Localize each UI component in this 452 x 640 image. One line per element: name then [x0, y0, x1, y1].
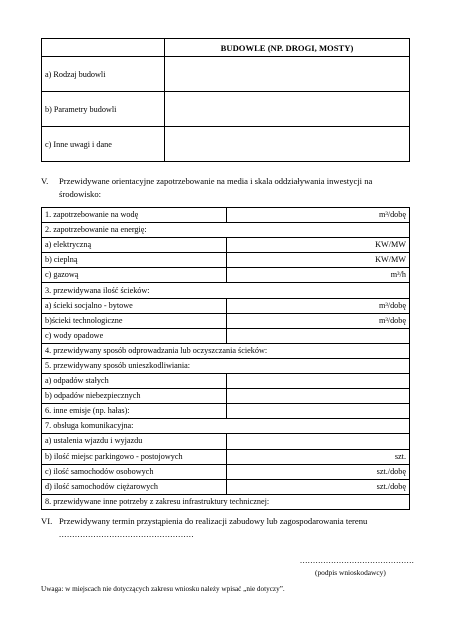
media-row-value-field[interactable]: szt. [227, 449, 410, 464]
media-row-label: c) wody opadowe [42, 328, 227, 343]
media-row-label: b)ścieki technologiczne [42, 313, 227, 328]
media-row-value-field[interactable]: m³/dobę [227, 298, 410, 313]
media-row-label: d) ilość samochodów ciężarowych [42, 479, 227, 494]
section-v-number: V. [41, 176, 49, 186]
media-row-label: b) odpadów niebezpiecznych [42, 389, 227, 404]
media-row-label: 2. zapotrzebowanie na energię: [42, 223, 410, 238]
signature-label: (podpis wnioskodawcy) [315, 568, 386, 577]
table-row [42, 223, 410, 238]
buildings-table [41, 38, 410, 162]
media-row-value-field[interactable] [227, 389, 410, 404]
table-row [42, 419, 410, 434]
section-v [41, 175, 410, 201]
table-row [42, 268, 410, 283]
building-params-field[interactable] [165, 92, 410, 127]
media-row-value-field[interactable]: KW/MW [227, 238, 410, 253]
table-row [42, 358, 410, 373]
table-row [42, 127, 410, 162]
table-row [42, 389, 410, 404]
media-row-value-field[interactable] [227, 328, 410, 343]
section-vi [41, 515, 410, 541]
media-row-value-field[interactable]: szt./dobę [227, 479, 410, 494]
media-row-label: b) ilość miejsc parkingowo - postojowych [42, 449, 227, 464]
table-row [42, 298, 410, 313]
table-row [42, 208, 410, 223]
media-row-label: 5. przewidywany sposób unieszkodliwiania: [42, 358, 410, 373]
media-row-value-field[interactable] [227, 374, 410, 389]
signature-line[interactable]: ............................................ [300, 556, 415, 565]
building-type-label: a) Rodzaj budowli [42, 57, 165, 92]
footnote: Uwaga: w miejscach nie dotyczących zakresu wniosku należy wpisać „nie dotyczy”. [41, 585, 285, 593]
table-row [42, 57, 410, 92]
section-vi-text: Przewidywany termin przystąpienia do realizacji zabudowy lub zagospodarowania terenu [59, 516, 368, 526]
media-row-label: a) ścieki socjalno - bytowe [42, 298, 227, 313]
media-row-label: a) odpadów stałych [42, 374, 227, 389]
building-notes-label: c) Inne uwagi i dane [42, 127, 165, 162]
section-vi-number: VI. [41, 516, 53, 526]
table-row [42, 494, 410, 509]
section-vi-date-field[interactable]: ................................................... [59, 529, 195, 539]
table-row [42, 283, 410, 298]
media-row-value-field[interactable] [227, 434, 410, 449]
table-row [42, 313, 410, 328]
media-row-value-field[interactable]: szt./dobę [227, 464, 410, 479]
media-row-value-field[interactable]: m³/dobę [227, 313, 410, 328]
media-row-label: 1. zapotrzebowanie na wodę [42, 208, 227, 223]
building-params-label: b) Parametry budowli [42, 92, 165, 127]
media-row-label: 6. inne emisje (np. hałas): [42, 404, 227, 419]
table-row [42, 238, 410, 253]
media-row-label: c) ilość samochodów osobowych [42, 464, 227, 479]
table-row [42, 253, 410, 268]
section-v-text: Przewidywane orientacyjne zapotrzebowanie na media i skala oddziaływania inwestycji na [59, 176, 373, 186]
table-row [42, 479, 410, 494]
media-row-value-field[interactable] [227, 404, 410, 419]
section-v-text-cont: środowisko: [59, 189, 102, 199]
media-row-label: 7. obsługa komunikacyjna: [42, 419, 410, 434]
media-row-label: 3. przewidywana ilość ścieków: [42, 283, 410, 298]
table-row [42, 374, 410, 389]
table-row [42, 404, 410, 419]
media-row-label: c) gazową [42, 268, 227, 283]
buildings-header: BUDOWLE (NP. DROGI, MOSTY) [165, 39, 410, 57]
table-row [42, 464, 410, 479]
building-type-field[interactable] [165, 57, 410, 92]
building-notes-field[interactable] [165, 127, 410, 162]
media-row-label: b) cieplną [42, 253, 227, 268]
media-row-label: a) elektryczną [42, 238, 227, 253]
media-table [41, 207, 410, 510]
media-row-value-field[interactable]: KW/MW [227, 253, 410, 268]
table-row [42, 434, 410, 449]
table-row [42, 343, 410, 358]
media-row-label: 8. przewidywane inne potrzeby z zakresu infrastruktury technicznej: [42, 494, 410, 509]
media-row-value-field[interactable]: m³/h [227, 268, 410, 283]
table-row [42, 328, 410, 343]
media-row-label: a) ustalenia wjazdu i wyjazdu [42, 434, 227, 449]
table-row [42, 92, 410, 127]
media-row-label: 4. przewidywany sposób odprowadzania lub oczyszczania ścieków: [42, 343, 410, 358]
table-row [42, 449, 410, 464]
media-row-value-field[interactable]: m³/dobę [227, 208, 410, 223]
